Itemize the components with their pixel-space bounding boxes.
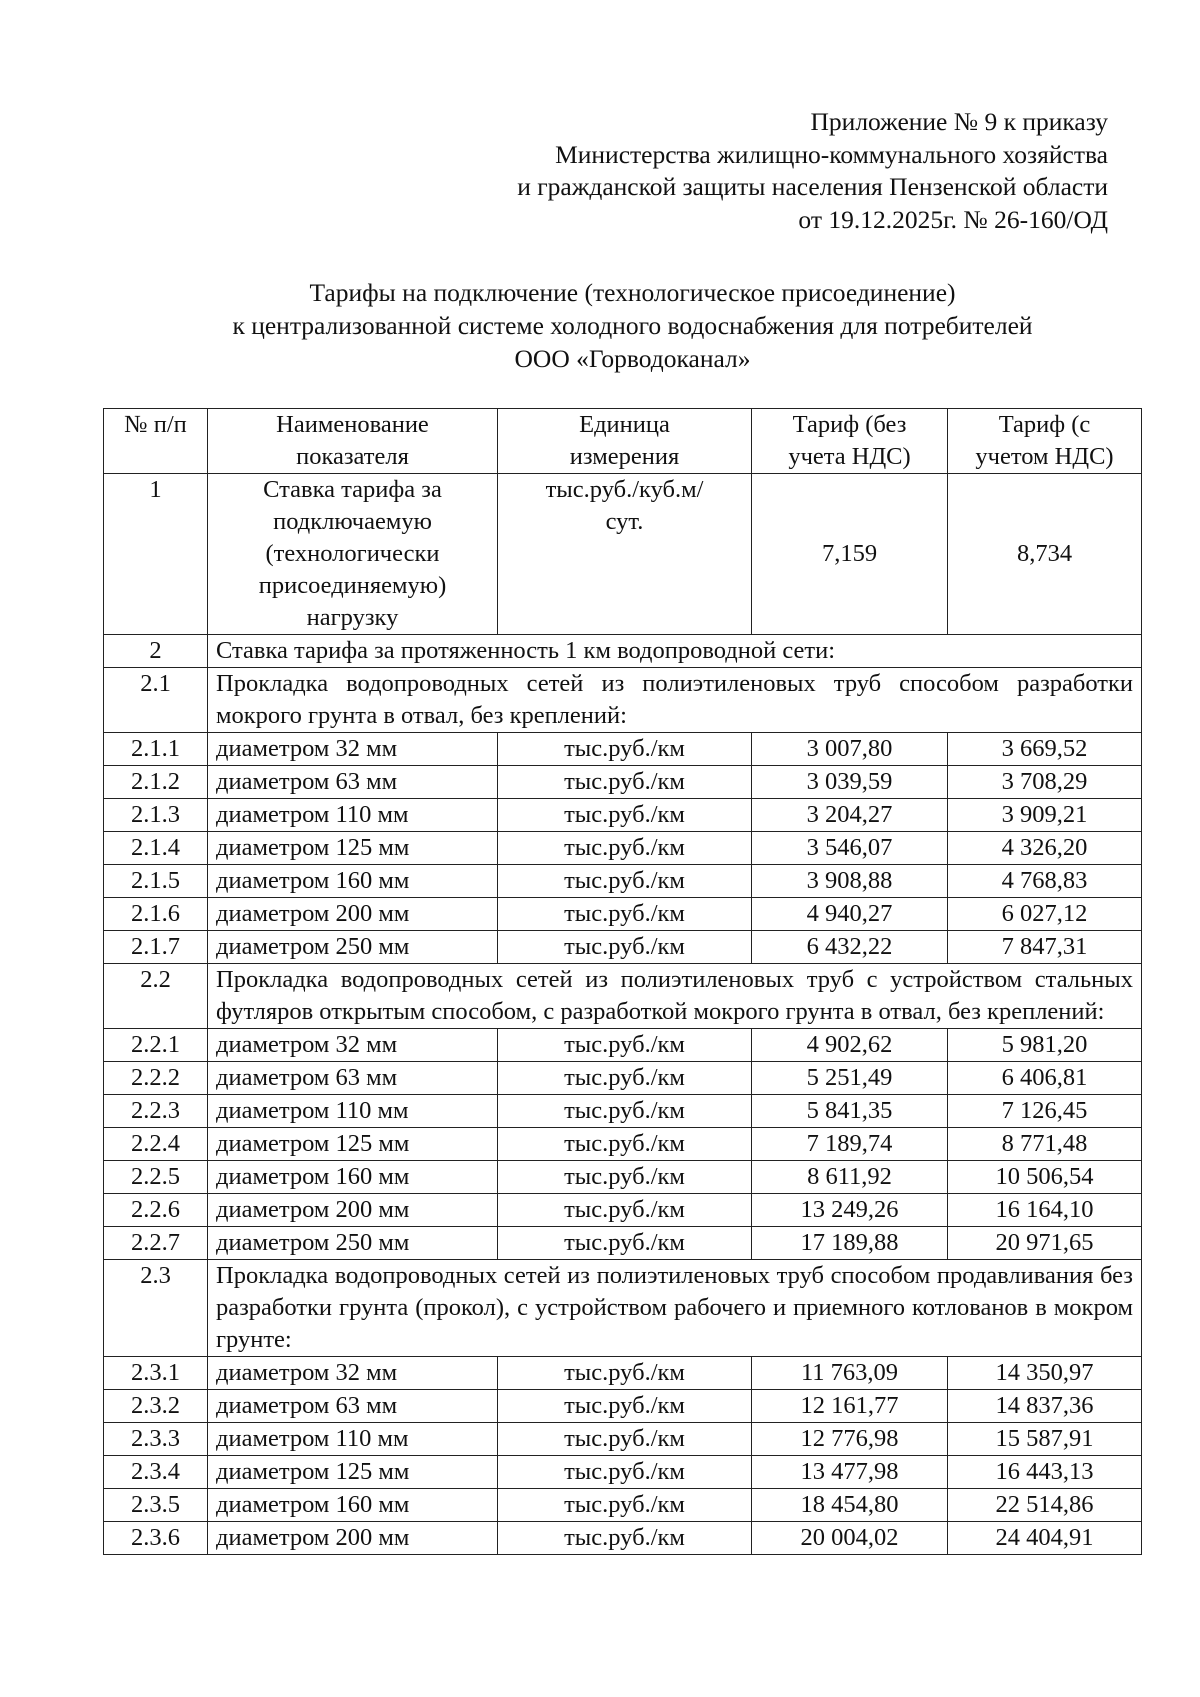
row-number: 1 [104, 474, 208, 635]
row-number: 2.3.2 [104, 1390, 208, 1423]
row-tariff-no-vat: 13 249,26 [752, 1194, 948, 1227]
row-section-text: Прокладка водопроводных сетей из полиэтиленовых труб способом разработки мокрого грунта в отвал, без креплений: [208, 668, 1142, 733]
row-number: 2.2 [104, 964, 208, 1029]
tariff-table [103, 408, 1142, 1555]
row-name: Ставка тарифа за подключаемую (технологически присоединяемую) нагрузку [208, 474, 498, 635]
row-tariff-no-vat: 12 776,98 [752, 1423, 948, 1456]
row-tariff-no-vat: 7,159 [752, 474, 948, 635]
row-unit: тыс.руб./км [498, 1128, 752, 1161]
row-tariff-vat: 5 981,20 [948, 1029, 1142, 1062]
row-section-text: Прокладка водопроводных сетей из полиэтиленовых труб с устройством стальных футляров открытым способом, с разработкой мокрого грунта в отвал, без креплений: [208, 964, 1142, 1029]
row-unit: тыс.руб./км [498, 1423, 752, 1456]
row-number: 2.3.1 [104, 1357, 208, 1390]
row-name: диаметром 160 мм [208, 1489, 498, 1522]
table-row [104, 766, 1142, 799]
row-number: 2.1 [104, 668, 208, 733]
row-tariff-vat: 6 406,81 [948, 1062, 1142, 1095]
row-name: диаметром 110 мм [208, 1423, 498, 1456]
row-tariff-no-vat: 3 204,27 [752, 799, 948, 832]
row-tariff-no-vat: 18 454,80 [752, 1489, 948, 1522]
table-row [104, 799, 1142, 832]
row-tariff-vat: 24 404,91 [948, 1522, 1142, 1555]
row-number: 2.2.3 [104, 1095, 208, 1128]
row-tariff-vat: 22 514,86 [948, 1489, 1142, 1522]
row-unit: тыс.руб./км [498, 865, 752, 898]
row-unit: тыс.руб./км [498, 1029, 752, 1062]
column-header-num: № п/п [104, 409, 208, 474]
row-name: диаметром 125 мм [208, 832, 498, 865]
row-unit: тыс.руб./км [498, 1357, 752, 1390]
table-row [104, 1522, 1142, 1555]
row-tariff-vat: 4 768,83 [948, 865, 1142, 898]
row-tariff-no-vat: 11 763,09 [752, 1357, 948, 1390]
row-section-text: Ставка тарифа за протяженность 1 км водопроводной сети: [208, 635, 1142, 668]
row-name: диаметром 63 мм [208, 1390, 498, 1423]
row-tariff-no-vat: 4 940,27 [752, 898, 948, 931]
table-row [104, 1423, 1142, 1456]
row-tariff-vat: 7 126,45 [948, 1095, 1142, 1128]
table-row [104, 1489, 1142, 1522]
row-number: 2.1.2 [104, 766, 208, 799]
row-name: диаметром 160 мм [208, 1161, 498, 1194]
row-tariff-vat: 7 847,31 [948, 931, 1142, 964]
row-name: диаметром 200 мм [208, 1522, 498, 1555]
row-tariff-no-vat: 3 007,80 [752, 733, 948, 766]
table-row [104, 865, 1142, 898]
row-name: диаметром 63 мм [208, 1062, 498, 1095]
row-tariff-no-vat: 8 611,92 [752, 1161, 948, 1194]
row-name: диаметром 125 мм [208, 1128, 498, 1161]
row-name: диаметром 63 мм [208, 766, 498, 799]
table-row [104, 832, 1142, 865]
row-tariff-no-vat: 6 432,22 [752, 931, 948, 964]
row-number: 2.1.7 [104, 931, 208, 964]
row-tariff-no-vat: 3 039,59 [752, 766, 948, 799]
row-number: 2.3.5 [104, 1489, 208, 1522]
row-unit: тыс.руб./км [498, 1522, 752, 1555]
row-unit: тыс.руб./км [498, 1456, 752, 1489]
row-number: 2.2.6 [104, 1194, 208, 1227]
row-tariff-vat: 8 771,48 [948, 1128, 1142, 1161]
row-tariff-vat: 8,734 [948, 474, 1142, 635]
row-unit: тыс.руб./км [498, 1095, 752, 1128]
row-unit: тыс.руб./км [498, 1194, 752, 1227]
table-row [104, 1128, 1142, 1161]
row-tariff-vat: 3 909,21 [948, 799, 1142, 832]
row-tariff-no-vat: 3 908,88 [752, 865, 948, 898]
table-row [104, 635, 1142, 668]
header-line: Министерства жилищно-коммунального хозяйства [555, 139, 1108, 169]
row-unit: тыс.руб./км [498, 1161, 752, 1194]
row-tariff-no-vat: 5 841,35 [752, 1095, 948, 1128]
section-header-row [104, 668, 1142, 733]
header-line: от 19.12.2025г. № 26-160/ОД [798, 204, 1108, 234]
table-row [104, 1062, 1142, 1095]
document-title [0, 276, 1200, 375]
row-tariff-no-vat: 13 477,98 [752, 1456, 948, 1489]
row-tariff-vat: 10 506,54 [948, 1161, 1142, 1194]
row-number: 2.1.1 [104, 733, 208, 766]
row-number: 2.1.3 [104, 799, 208, 832]
row-name: диаметром 32 мм [208, 1357, 498, 1390]
section-header-row [104, 964, 1142, 1029]
title-line: к централизованной системе холодного водоснабжения для потребителей [232, 311, 1033, 340]
table-row [104, 931, 1142, 964]
header-line: и гражданской защиты населения Пензенской области [517, 172, 1108, 201]
header-line: Приложение № 9 к приказу [810, 107, 1108, 136]
row-number: 2.1.4 [104, 832, 208, 865]
row-unit: тыс.руб./км [498, 1062, 752, 1095]
column-header-tariff-no-vat: Тариф (без учета НДС) [752, 409, 948, 474]
row-number: 2 [104, 635, 208, 668]
table-row [104, 1390, 1142, 1423]
table-row [104, 1161, 1142, 1194]
row-tariff-vat: 3 708,29 [948, 766, 1142, 799]
column-header-name: Наименование показателя [208, 409, 498, 474]
row-unit: тыс.руб./км [498, 832, 752, 865]
row-unit: тыс.руб./км [498, 931, 752, 964]
row-section-text: Прокладка водопроводных сетей из полиэтиленовых труб способом продавливания без разработки грунта (прокол), с устройством рабочего и приемного котлованов в мокром грунте: [208, 1260, 1142, 1357]
table-row [104, 898, 1142, 931]
row-name: диаметром 32 мм [208, 1029, 498, 1062]
row-number: 2.1.6 [104, 898, 208, 931]
row-tariff-vat: 14 350,97 [948, 1357, 1142, 1390]
row-name: диаметром 250 мм [208, 1227, 498, 1260]
row-number: 2.1.5 [104, 865, 208, 898]
row-tariff-no-vat: 4 902,62 [752, 1029, 948, 1062]
table-row [104, 733, 1142, 766]
row-tariff-vat: 4 326,20 [948, 832, 1142, 865]
row-unit: тыс.руб./км [498, 733, 752, 766]
table-row [104, 1029, 1142, 1062]
row-name: диаметром 250 мм [208, 931, 498, 964]
row-name: диаметром 32 мм [208, 733, 498, 766]
row-number: 2.2.5 [104, 1161, 208, 1194]
row-number: 2.2.2 [104, 1062, 208, 1095]
row-tariff-no-vat: 3 546,07 [752, 832, 948, 865]
row-number: 2.3.3 [104, 1423, 208, 1456]
row-tariff-no-vat: 17 189,88 [752, 1227, 948, 1260]
table-row [104, 1227, 1142, 1260]
title-line: ООО «Горводоканал» [514, 344, 751, 373]
row-tariff-no-vat: 20 004,02 [752, 1522, 948, 1555]
order-reference-header [517, 106, 1108, 236]
table-row [104, 1095, 1142, 1128]
row-name: диаметром 200 мм [208, 1194, 498, 1227]
table-header-row [104, 409, 1142, 474]
row-unit: тыс.руб./км [498, 766, 752, 799]
row-unit: тыс.руб./км [498, 1227, 752, 1260]
table-row [104, 1357, 1142, 1390]
row-number: 2.2.4 [104, 1128, 208, 1161]
row-number: 2.3.6 [104, 1522, 208, 1555]
row-unit: тыс.руб./км [498, 1390, 752, 1423]
row-name: диаметром 200 мм [208, 898, 498, 931]
row-tariff-vat: 16 164,10 [948, 1194, 1142, 1227]
row-name: диаметром 110 мм [208, 1095, 498, 1128]
title-line: Тарифы на подключение (технологическое присоединение) [309, 278, 956, 307]
row-tariff-vat: 20 971,65 [948, 1227, 1142, 1260]
row-tariff-vat: 16 443,13 [948, 1456, 1142, 1489]
column-header-unit: Единица измерения [498, 409, 752, 474]
row-number: 2.2.7 [104, 1227, 208, 1260]
row-tariff-vat: 6 027,12 [948, 898, 1142, 931]
row-number: 2.2.1 [104, 1029, 208, 1062]
row-number: 2.3 [104, 1260, 208, 1357]
row-tariff-no-vat: 5 251,49 [752, 1062, 948, 1095]
row-tariff-no-vat: 7 189,74 [752, 1128, 948, 1161]
row-name: диаметром 110 мм [208, 799, 498, 832]
column-header-tariff-vat: Тариф (с учетом НДС) [948, 409, 1142, 474]
row-tariff-vat: 3 669,52 [948, 733, 1142, 766]
row-number: 2.3.4 [104, 1456, 208, 1489]
row-unit: тыс.руб./км [498, 799, 752, 832]
table-row [104, 1456, 1142, 1489]
table-row [104, 1194, 1142, 1227]
row-tariff-no-vat: 12 161,77 [752, 1390, 948, 1423]
section-header-row [104, 1260, 1142, 1357]
table-row [104, 474, 1142, 635]
row-unit: тыс.руб./км [498, 1489, 752, 1522]
row-unit: тыс.руб./куб.м/ сут. [498, 474, 752, 635]
row-name: диаметром 125 мм [208, 1456, 498, 1489]
row-unit: тыс.руб./км [498, 898, 752, 931]
row-tariff-vat: 15 587,91 [948, 1423, 1142, 1456]
row-tariff-vat: 14 837,36 [948, 1390, 1142, 1423]
row-name: диаметром 160 мм [208, 865, 498, 898]
